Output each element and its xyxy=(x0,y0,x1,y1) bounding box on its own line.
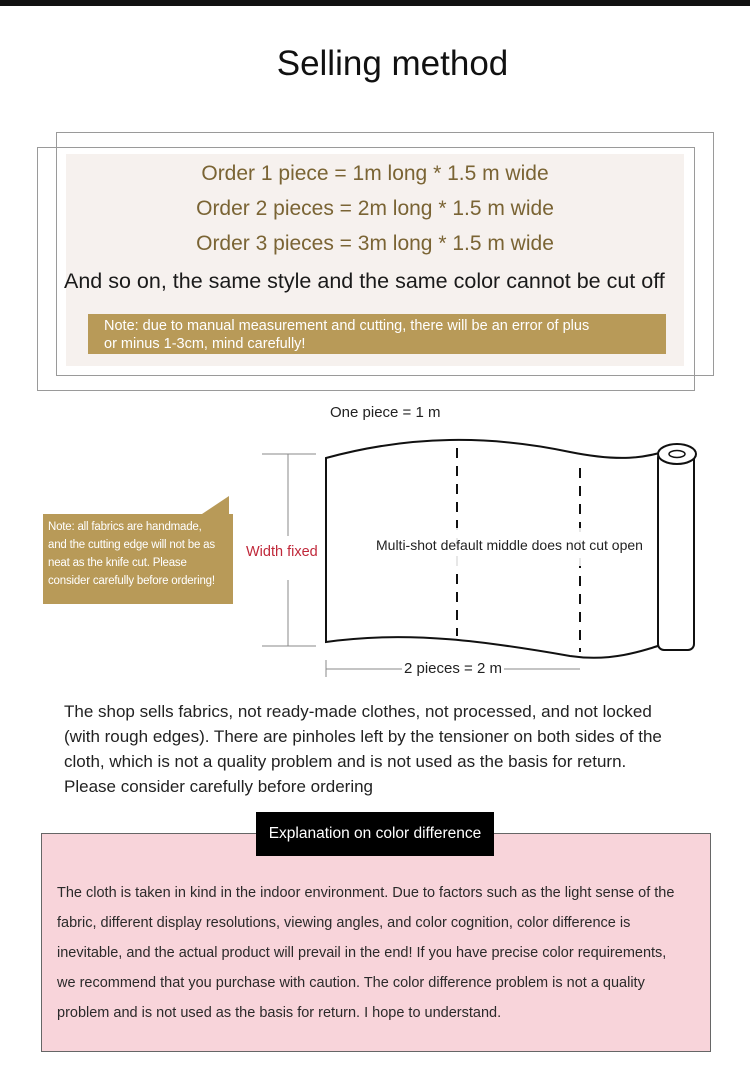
color-difference-line: problem and is not used as the basis for return. I hope to understand. xyxy=(57,1005,502,1021)
measurement-note-banner xyxy=(88,314,666,354)
shop-policy-line: cloth, which is not a quality problem and is not used as the basis for return. xyxy=(64,752,627,771)
shop-policy-paragraph xyxy=(64,699,714,799)
top-bar xyxy=(0,0,750,6)
cloth-roll xyxy=(658,452,694,650)
fabric-roll-diagram xyxy=(250,430,720,680)
shop-policy-line: The shop sells fabrics, not ready-made clothes, not processed, and not locked xyxy=(64,702,652,721)
measurement-note-line-2: or minus 1-3cm, mind carefully! xyxy=(104,336,306,352)
handmade-note-line: Note: all fabrics are handmade, xyxy=(48,521,202,533)
one-piece-label: One piece = 1 m xyxy=(330,404,441,421)
page-title: Selling method xyxy=(276,44,509,83)
same-style-note: And so on, the same style and the same color cannot be cut off xyxy=(64,269,665,293)
width-fixed-label: Width fixed xyxy=(246,544,318,560)
note-bubble-tail xyxy=(199,496,229,516)
two-pieces-label: 2 pieces = 2 m xyxy=(404,660,502,677)
multi-shot-label: Multi-shot default middle does not cut open xyxy=(376,537,643,553)
shop-policy-line: Please consider carefully before ordering xyxy=(64,777,374,796)
handmade-note-bubble xyxy=(43,514,233,604)
color-difference-title: Explanation on color difference xyxy=(256,812,494,856)
order-line-1: Order 1 piece = 1m long * 1.5 m wide xyxy=(201,162,549,185)
roll-core xyxy=(669,451,685,458)
color-difference-line: we recommend that you purchase with caution. The color difference problem is not a quality xyxy=(57,975,645,991)
measurement-note-line-1: Note: due to manual measurement and cutting, there will be an error of plus xyxy=(104,318,590,334)
order-line-3: Order 3 pieces = 3m long * 1.5 m wide xyxy=(196,232,554,255)
order-line-2: Order 2 pieces = 2m long * 1.5 m wide xyxy=(196,197,554,220)
shop-policy-line: (with rough edges). There are pinholes left by the tensioner on both sides of the xyxy=(64,727,662,746)
handmade-note-line: consider carefully before ordering! xyxy=(48,575,215,587)
handmade-note-line: and the cutting edge will not be as xyxy=(48,539,215,551)
color-difference-line: fabric, different display resolutions, viewing angles, and color cognition, color difference is xyxy=(57,915,631,931)
color-difference-text xyxy=(57,878,707,1028)
color-difference-line: The cloth is taken in kind in the indoor environment. Due to factors such as the light sense of the xyxy=(57,885,675,901)
color-difference-line: inevitable, and the actual product will prevail in the end! If you have precise color requirements, xyxy=(57,945,667,961)
handmade-note-line: neat as the knife cut. Please xyxy=(48,557,187,569)
